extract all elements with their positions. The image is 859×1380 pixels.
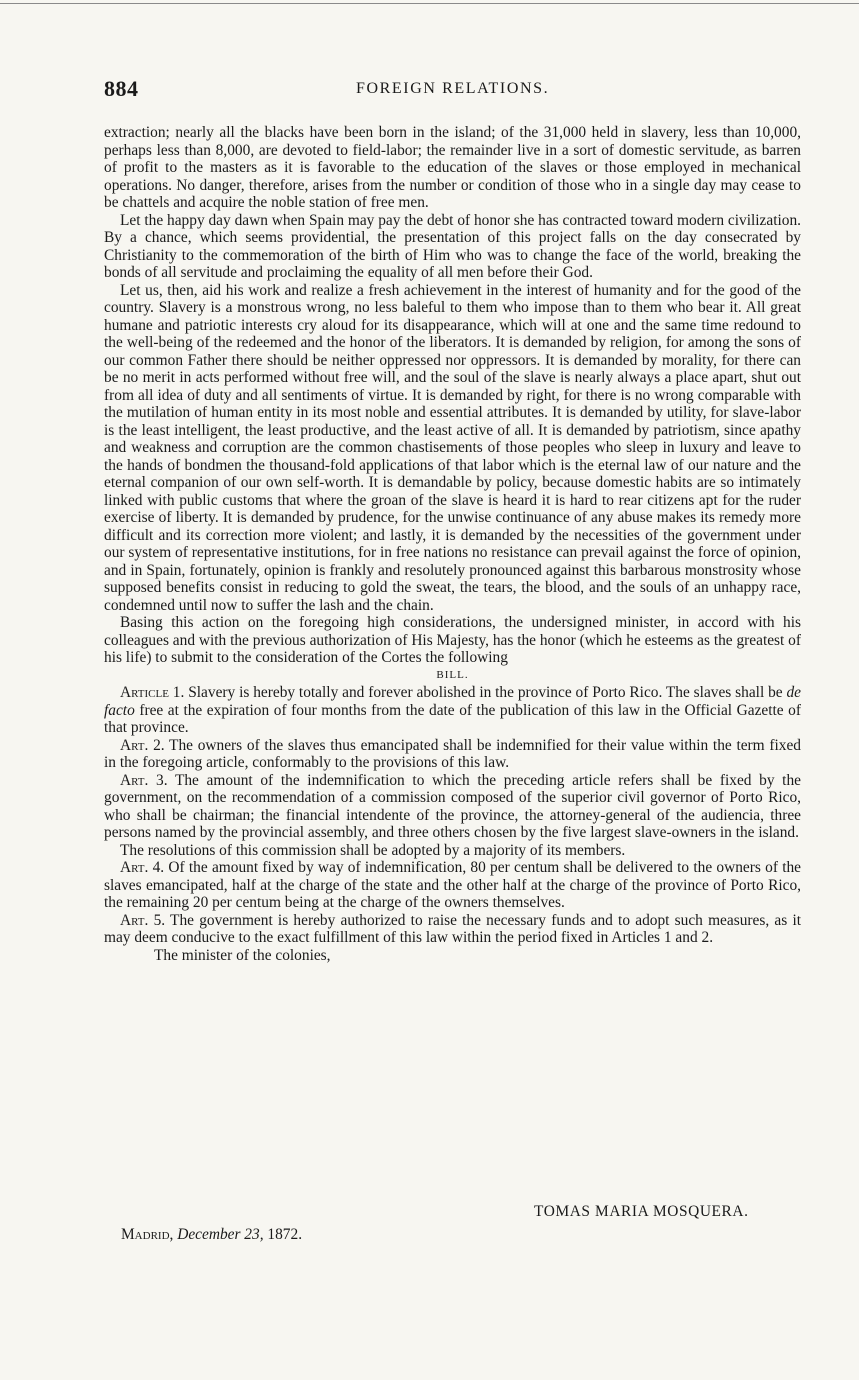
article-5 [104,912,801,947]
date: December 23, [173,1226,264,1243]
top-rule [0,3,859,4]
article-label: Art. [120,736,149,754]
signature-name: TOMAS MARIA MOSQUERA. [534,1203,749,1220]
resolution-note: The resolutions of this commission shall be adopted by a majority of its members. [120,841,626,859]
article-text: 1. Slavery is hereby totally and forever abolished in the province of Porto Rico. The slaves shall be [168,684,787,701]
body-text [104,124,801,964]
article-text: free at the expiration of four months from the date of the publication of this law in the Official Gazette of that province. [104,701,801,736]
page-number: 884 [104,76,139,101]
emphasis-text: de facto [104,684,801,719]
paragraph: Let us, then, aid his work and realize a fresh achievement in the interest of humanity and for the good of the country. Slavery is a monstrous wrong, no less baleful to them who impose than to them who bear it. All great humane and patriotic interests cry aloud for its disappearance, which will at one and the same time redound to the well-being of the redeemed and the honor of the liberators. It is demanded by religion, for among the sons of our common Father there should be neither oppressed nor oppressors. It is demanded by morality, for there can be no merit in acts performed without free will, and the soul of the slave is nearly always a place apart, shut out from all idea of duty and all sentiments of virtue. It is demanded by right, for there is no wrong comparable with the mutilation of human entity in its most noble and essential attributes. It is demanded by utility, for slave-labor is the least intelligent, the least productive, and the least active of all. It is demanded by patriotism, since apathy and weakness and corruption are the common chastisements of those peoples who sleep in luxury and leave to the hands of bondmen the thousand-fold applications of that labor which is the eternal law of our nature and the eternal companion of our own self-worth. It is demandable by policy, because domestic habits are so intimately linked with public customs that where the groan of the slave is heard it is hard to rear citizens apt for the ruder exercise of liberty. It is demanded by prudence, for the unwise continuance of any abuse makes its remedy more difficult and its correction more violent; and lastly, it is demanded by the necessities of the government under our system of representative institutions, for in free nations no resistance can prevail against the force of opinion, and in Spain, fortunately, opinion is frankly and resolutely pronounced against this barbarous monstrosity whose supposed benefits consist in reducing to gold the sweat, the tears, the blood, and the souls of an unhappy race, condemned until now to suffer the lash and the chain. [104,281,801,614]
article-text: 2. The owners of the slaves thus emancipated shall be indemnified for their value within the term fixed in the foregoing article, conformably to the provisions of this law. [104,736,801,771]
article-text: 4. Of the amount fixed by way of indemnification, 80 per centum shall be delivered to the owners of the slaves emancipated, half at the charge of the state and the other half at the charge of the province of Porto Rico, the remaining 20 per centum being at the charge of the owners themselves. [104,859,801,911]
year: 1872. [263,1226,303,1243]
article-label: Article [120,684,169,701]
article-text: 3. The amount of the indemnification to which the preceding article refers shall be fixed by the government, on the recommendation of a commission composed of the superior civil governor of Porto Rico, who shall be chairman; the financial intendente of the province, the attorney-general of the audiencia, three persons named by the provincial assembly, and three others chosen by the five largest slave-owners in the island. [104,771,801,841]
running-title: FOREIGN RELATIONS. [356,80,550,97]
article-3 [104,772,801,842]
article-text: 5. The government is hereby authorized to raise the necessary funds and to adopt such measures, as it may deem conducive to the exact fulfillment of this law within the period fixed in Articles 1 and 2. [104,911,801,946]
article-label: Art. [120,911,149,929]
bill-heading: BILL. [436,668,469,681]
paragraph: extraction; nearly all the blacks have been born in the island; of the 31,000 held in slavery, less than 10,000, perhaps less than 8,000, are devoted to field-labor; the remainder live in a sort of domestic servitude, as barren of profit to the masters as it is favorable to the education of the slaves or those employed in mechanical operations. No danger, therefore, arises from the number or condition of those who in a single day may cease to be chattels and acquire the noble station of free men. [104,124,801,211]
paragraph: Let the happy day dawn when Spain may pay the debt of honor she has contracted toward modern civilization. By a chance, which seems providential, the presentation of this project falls on the day consecrated by Christianity to the commemoration of the birth of Him who was to change the face of the world, breaking the bonds of all servitude and proclaiming the equality of all men before their God. [104,211,801,281]
paragraph: Basing this action on the foregoing high considerations, the undersigned minister, in accord with his colleagues and with the previous authorization of His Majesty, has the honor (which he esteems as the greatest of his life) to submit to the consideration of the Cortes the following [104,614,801,666]
article-2 [104,737,801,772]
minister-line: The minister of the colonies, [154,946,331,964]
article-4 [104,859,801,912]
place: Madrid, [121,1226,174,1243]
dateline [121,1226,302,1244]
article-label: Art. [120,771,149,789]
article-label: Art. [120,859,149,876]
article-1 [104,684,801,737]
